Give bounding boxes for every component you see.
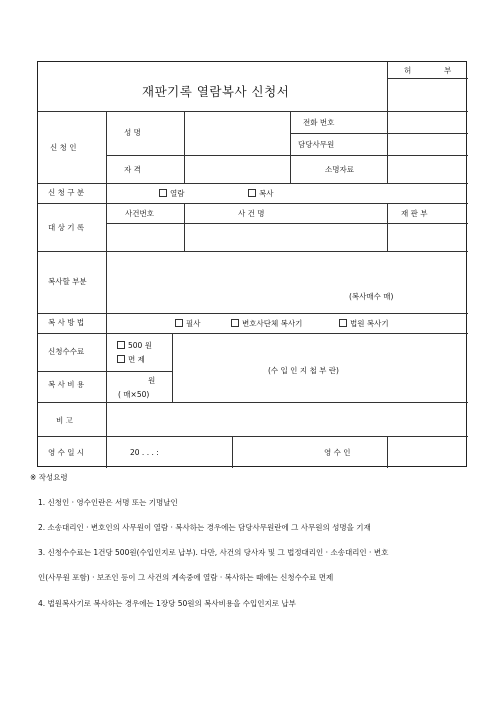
method-option-bar-copier[interactable]: 변호사단체 복사기	[231, 319, 302, 328]
instruction-item: 3. 신청수수료는 1건당 500원(수입인지로 납부). 다만, 사건의 당사자 및 그 법정대리인 · 소송대리인 · 변호	[38, 548, 389, 557]
copy-pages: (복사매수 매)	[349, 292, 394, 301]
method-option-handwrite[interactable]: 필사	[175, 319, 201, 328]
row-divider	[38, 313, 468, 314]
category-copy-option[interactable]: 복사	[248, 189, 274, 198]
clerk-label: 담당사무원	[298, 140, 335, 149]
row-divider	[38, 203, 468, 204]
instruction-item: 인(사무원 포함) · 보조인 등이 그 사건의 계속중에 열람 · 복사하는 때에는 신청수수료 면제	[38, 573, 334, 582]
instructions-heading: ※ 작성요령	[30, 473, 68, 482]
category-label: 신 청 구 분	[48, 188, 85, 197]
col-divider	[106, 203, 107, 313]
instruction-item: 2. 소송대리인 · 변호인의 사무원이 열람 · 복사하는 경우에는 담당사무원란에 그 사무원의 성명을 기재	[38, 523, 371, 532]
qualification-label: 자 격	[124, 165, 141, 174]
row-divider	[38, 183, 468, 184]
col-divider	[172, 333, 173, 402]
row-divider	[38, 371, 172, 372]
row-divider	[106, 155, 468, 156]
instruction-item: 4. 법원복사기로 복사하는 경우에는 1장당 50원의 복사비용을 수입인지로 납부	[38, 599, 296, 608]
row-divider	[38, 402, 468, 403]
instruction-item: 1. 신청인 · 영수인란은 서명 또는 기명날인	[38, 498, 178, 507]
method-option-court-copier[interactable]: 법원 복사기	[339, 319, 389, 328]
approval-no: 부	[444, 66, 452, 75]
col-divider	[184, 203, 185, 251]
col-divider	[232, 436, 233, 468]
case-name-label: 사 건 명	[238, 209, 265, 218]
checkbox[interactable]	[117, 341, 125, 349]
method-label: 복 사 방 법	[48, 318, 85, 327]
col-divider	[290, 111, 291, 183]
approval-yes: 허	[404, 66, 412, 75]
row-divider	[38, 251, 468, 252]
copy-cost-formula: ( 매×50)	[118, 390, 150, 399]
row-divider	[38, 333, 468, 334]
name-label: 성 명	[124, 128, 141, 137]
approval-divider	[387, 78, 468, 79]
checkbox[interactable]	[248, 189, 256, 197]
col-divider	[106, 313, 107, 468]
target-label: 대 상 기 록	[48, 223, 85, 232]
row-divider	[38, 436, 468, 437]
judge-label: 재 판 부	[401, 209, 428, 218]
checkbox[interactable]	[175, 319, 183, 327]
col-divider	[387, 203, 388, 251]
fee-label: 신청수수료	[48, 347, 85, 356]
checkbox[interactable]	[339, 319, 347, 327]
copy-part-label: 복사할 부분	[48, 277, 87, 286]
row-divider	[106, 223, 468, 224]
fee-amount-option[interactable]: 500 원	[117, 341, 152, 350]
copy-cost-label: 복 사 비 용	[48, 380, 85, 389]
receipt-date-value: 20 . . . :	[130, 448, 159, 457]
receiver-label: 영 수 인	[324, 448, 351, 457]
col-divider	[387, 62, 388, 111]
receipt-date-label: 영 수 일 시	[48, 448, 85, 457]
phone-label: 전화 번호	[303, 118, 335, 127]
col-divider	[106, 111, 107, 203]
checkbox[interactable]	[117, 355, 125, 363]
checkbox[interactable]	[231, 319, 239, 327]
affiliation-label: 소명자료	[325, 165, 354, 174]
col-divider	[387, 436, 388, 468]
case-no-label: 사건번호	[125, 209, 154, 218]
remarks-label: 비 고	[56, 416, 73, 425]
copy-cost-won: 원	[148, 376, 156, 385]
row-divider	[38, 111, 468, 112]
checkbox[interactable]	[159, 189, 167, 197]
category-view-option[interactable]: 열람	[159, 189, 185, 198]
form-title: 재판기록 열람복사 신청서	[142, 84, 290, 99]
application-form	[37, 61, 467, 467]
applicant-label: 신 청 인	[50, 143, 77, 152]
col-divider	[184, 111, 185, 183]
col-divider	[387, 111, 388, 183]
row-divider	[290, 133, 468, 134]
stamp-area-label: (수 입 인 지 첩 부 란)	[268, 366, 339, 375]
fee-exempt-option[interactable]: 면 제	[117, 355, 145, 364]
